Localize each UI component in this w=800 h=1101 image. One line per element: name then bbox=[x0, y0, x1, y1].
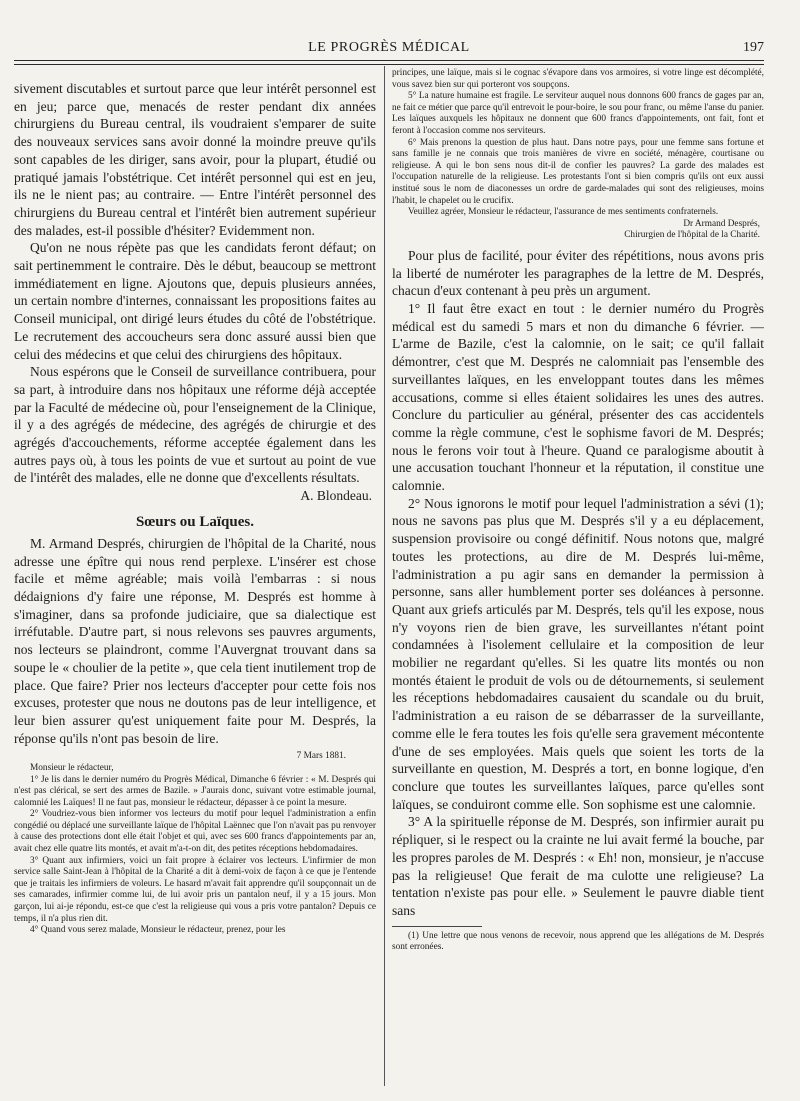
paragraph: Qu'on ne nous répète pas que les candidats feront défaut; on sait pertinemment le contraire. Dès le début, beaucoup se mettront immédiatement en ligne. Ajoutons que, depuis plusieurs années, un certain nombre d'internes, connaissant les propositions faites au Conseil municipal, ont dirigé leurs études du côté de l'obstétrique. Le recrutement des accoucheurs sera donc assuré aussi bien que celui des médecins et que celui des chirurgiens des hôpitaux. bbox=[14, 240, 376, 362]
header-rule-top bbox=[14, 60, 764, 61]
right-column bbox=[392, 68, 764, 1093]
author-signature: A. Blondeau. bbox=[300, 488, 372, 504]
paragraph: 2° Nous ignorons le motif pour lequel l'administration a sévi (1); nous ne savons pas plus que M. Després s'il y a eu déplacement, suspension provisoire ou congé définitif. Nous notons que, malgré toutes les protections, au dire de M. Després lui-même, l'administration a pu agir sans en demander la permission à personne, sans aller humblement porter ses doléances à personne. Quant aux griefs articulés par M. Després, tels qu'il les expose, nous n'y voyons rien de bien grave, les surveillantes n'étant point condamnées à l'isolement cellulaire et la composition de leur mobilier ne regardant qu'elles. Si les quatre lits montés ou non montés étaient le produit de vols ou de détournements, si seulement les réceptions hebdomadaires causaient du scandale ou du bruit, l'administration a eu raison de se débarrasser de la surveillante, comme elle le fera toutes les fois qu'elle sera gravement mécontente d'une de ses employées. Mais quels que soient les torts de la surveillante en question, M. Després a tort, en bonne logique, d'en conclure que toutes les surveillantes laïques, parce qu'elles sont laïques, se conduiront comme elle. Son sophisme est une calomnie. bbox=[392, 495, 764, 812]
letter-salutation: Monsieur le rédacteur, bbox=[30, 762, 114, 773]
left-column bbox=[14, 80, 376, 1085]
section-title: Sœurs ou Laïques. bbox=[136, 513, 254, 530]
letter-date: 7 Mars 1881. bbox=[296, 751, 346, 762]
footnote-rule bbox=[392, 926, 482, 927]
header-rule-bottom bbox=[14, 64, 764, 65]
letter-paragraph: principes, une laïque, mais si le cognac s'évapore dans vos armoires, si votre linge est décomplété, vous savez bien sur qui porteront vos soupçons. bbox=[392, 68, 764, 90]
letter-signature-title: Chirurgien de l'hôpital de la Charité. bbox=[624, 230, 760, 241]
paragraph: Nous espérons que le Conseil de surveillance contribuera, pour sa part, à introduire dans nos hôpitaux une réforme déjà acceptée par la Faculté de médecine où, pour l'enseignement de la Clinique, il y a des agrégés de médecine, des agrégés de chirurgie et des agrégés d'accouchements, réforme acceptée également dans les autres pays où, à tous les points de vue et surtout au point de vue de l'intérêt des malades, elle ne donne que d'excellents résultats. bbox=[14, 364, 376, 486]
paragraph: 1° Il faut être exact en tout : le dernier numéro du Progrès médical est du samedi 5 mars et non du dimanche 6 février. — L'arme de Bazile, c'est la calomnie, on le sait; ce qu'il fallait démontrer, c'est que M. Després ne calomniait pas l'ensemble des surveillantes laïques, en les enveloppant toutes dans les mêmes accusations, comme si elles étaient solidaires les unes des autres. Conclure du particulier au général, présenter des cas accidentels comme la règle commune, c'est le sophisme favori de M. Després; nous le ferons voir tout à l'heure. Quand ce paralogisme aboutit à une accusation touchant l'honneur et la réputation, il constitue une calomnie. bbox=[392, 301, 764, 494]
paragraph: Pour plus de facilité, pour éviter des répétitions, nous avons pris la liberté de numéroter les paragraphes de la lettre de M. Després, chacun d'eux contenant à peu près un argument. bbox=[392, 247, 764, 299]
paragraph: 3° A la spirituelle réponse de M. Després, son infirmier aurait pu répliquer, si le respect ou la crainte ne lui avait fermé la bouche, par les propres paroles de M. Després : « Eh! non, monsieur, je n'accuse pas la religieuse! Que ferait de ma culotte une religieuse? La tentation n'existe pas pour elle. » Seulement le pauvre diable tient sans bbox=[392, 814, 764, 918]
letter-signature-name: Dr Armand Després, bbox=[683, 218, 760, 229]
paragraph: sivement discutables et surtout parce que leur intérêt personnel est en jeu; parce que, menacés de rester pendant dix années chirurgiens du Bureau central, ils voudraient s'emparer de suite des nouveaux services sans avoir donné la moindre preuve qu'ils sont capables de les diriger, sans avoir, pour la plupart, étudié ou pratiqué jamais l'obstétrique. Cet intérêt personnel qui est en jeu, ils ne le nient pas; au contraire. — Entre l'intérêt personnel des chirurgiens du Bureau central et l'intérêt bien autrement supérieur des malades, est-il possible d'hésiter? Evidemment non. bbox=[14, 81, 376, 238]
letter-paragraph: 6° Mais prenons la question de plus haut. Dans notre pays, pour une femme sans fortune et sans famille je ne connais que trois manières de vivre en société, ménagère, courtisane ou religieuse. A qui le bon sens nous dit-il de confier les pauvres? La garde des malades est l'occupation naturelle de la religieuse. Les protestants l'ont si bien compris qu'ils ont eux aussi institué sous le nom de diaconesses un ordre de garde-malades qui sont des religieuses, moins l'habit, le chapelet ou le crucifix. bbox=[392, 137, 764, 206]
letter-closing: Veuillez agréer, Monsieur le rédacteur, l'assurance de mes sentiments confraternels. bbox=[408, 207, 719, 218]
footnote: (1) Une lettre que nous venons de recevoir, nous apprend que les allégations de M. Després sont erronées. bbox=[392, 930, 764, 953]
letter-paragraph: 3° Quant aux infirmiers, voici un fait propre à éclairer vos lecteurs. L'infirmier de mon service salle Saint-Jean à l'hôpital de la Charité a dit à demi-voix de façon à ce que je l'entende que je traitais les infirmiers de voleurs. Le hasard m'avait fait apprendre qu'il soupçonnait un de ses camarades, infirmier comme lui, de lui avoir pris un pantalon neuf, il y a 15 jours. Mon garçon, lui ai-je répondu, est-ce que c'est la religieuse qui vous a pris votre pantalon? Depuis ce temps, il n'a plus rien dit. bbox=[14, 855, 376, 924]
column-divider bbox=[384, 66, 385, 1086]
letter-paragraph: 4° Quand vous serez malade, Monsieur le rédacteur, prenez, pour les bbox=[30, 925, 286, 936]
letter-paragraph: 5° La nature humaine est fragile. Le serviteur auquel nous donnons 600 francs de gages par an, ne fait ce métier que parce qu'il entrevoit le pour-boire, le sou pour franc, ou même l'anse du panier. Les laïques auxquels les hôpitaux ne donnent que 600 francs d'appointements, ont fait, font et feront à l'occasion comme nos serviteurs. bbox=[392, 91, 764, 136]
page-header bbox=[14, 40, 764, 56]
page-number: 197 bbox=[743, 40, 764, 55]
letter-paragraph: 2° Voudriez-vous bien informer vos lecteurs du motif pour lequel l'administration a enfin congédié ou déplacé une surveillante laïque de l'hôpital Laënnec que l'on n'avait pas pu renvoyer à cause des protections dont elle était l'objet et qui, avec ses 600 francs d'appointements par an, avait chez elle quatre lits montés, et avait m'a-t-on dit, des petites réceptions hebdomadaires. bbox=[14, 809, 376, 855]
paragraph: M. Armand Després, chirurgien de l'hôpital de la Charité, nous adresse une épître qui nous rend perplexe. L'insérer est chose facile et même agréable; mais voilà l'embarras : si nous dédaignions d'y faire une réponse, M. Després est homme à s'imaginer, dans sa profonde judiciaire, que sa dialectique est irréfutable. D'autre part, si nous relevons ses pauvres arguments, nos lecteurs se plaindront, comme l'Auvergnat trouvant dans sa soupe le « choulier de la petite », que cela tient inutilement trop de place. Que faire? Prier nos lecteurs d'accepter pour cette fois nos excuses, protester que nous ne doutons pas de leur intelligence, et leur bien assurer qu'est uniquement faite pour M. Després, la réponse qu'ils n'ont pas besoin de lire. bbox=[14, 535, 376, 746]
letter-paragraph: 1° Je lis dans le dernier numéro du Progrès Médical, Dimanche 6 février : « M. Després qui n'est pas clérical, se sert des armes de Bazile. » J'aurais donc, suivant votre estimable journal, calomnié les Laïques! Il ne faut pas, monsieur le rédacteur, dépasser à ce point la mesure. bbox=[14, 774, 376, 808]
journal-title: LE PROGRÈS MÉDICAL bbox=[308, 40, 470, 55]
